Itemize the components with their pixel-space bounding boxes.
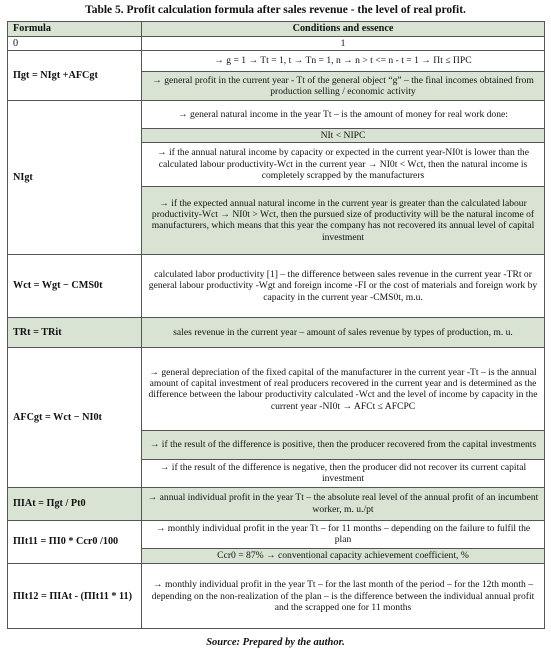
formula-cell: AFCgt = Wct − NI0t [8,348,142,487]
condition-cell: → monthly individual profit in the year Tt – for 11 months – depending on the failure to fulfil the plan [142,520,545,548]
table-row [8,564,545,629]
condition-cell: → if the annual natural income by capacity or expected in the current year-NI0t is lower than the calculated labour productivity-Wct in the current year → NI0t < Wct, then the natural income is completely scrapped by the manufacturers [142,142,545,187]
table-row [8,254,545,317]
index-formula: 0 [8,36,142,51]
source-note: Source: Prepared by the author. [206,637,345,648]
header-conditions: Conditions and essence [142,22,545,37]
header-formula: Formula [8,22,142,37]
condition-cell: Ccr0 = 87% → conventional capacity achievement coefficient, % [142,548,545,564]
table-row [8,51,545,72]
formula-cell: TRt = TRit [8,318,142,348]
table-row [8,100,545,128]
condition-cell: → if the expected annual natural income in the current year is greater than the calculated labour productivity-Wct → NI0t > Wct, then the pursued size of productivity will be the natural income of manufacturers, which means that this year the company has not recovered its annual level of capital investment [142,187,545,255]
index-conditions: 1 [142,36,545,51]
condition-cell: calculated labor productivity [1] – the difference between sales revenue in the current year -TRt or general labour productivity -Wgt and foreign income -FI or the cost of materials and foreign work by capacity in the current year -CMS0t, m.u. [142,254,545,317]
formula-cell: ПIt12 = ПIAt - (ПIt11 * 11) [8,564,142,629]
formula-cell: ПIt11 = ПI0 * Ccr0 /100 [8,520,142,564]
condition-cell: → if the result of the difference is negative, then the producer did not recover its current capital investment [142,459,545,487]
formula-cell: NIgt [8,100,142,254]
header-row [8,22,545,37]
profit-formula-table [7,21,545,629]
condition-cell: → general natural income in the year Tt – is the amount of money for real work done: [142,100,545,128]
table-row [8,487,545,520]
condition-cell: → general profit in the current year - Tt of the general object “g” – the final incomes obtained from production selling / economic activity [142,71,545,100]
condition-cell: → general depreciation of the fixed capital of the manufacturer in the current year -Tt – is the annual amount of capital investment of real producers recovered in the current year and is determined as the difference between the labour productivity calculated -Wct and the level of income by capacity in the current year -NI0t → AFCt ≤ AFCPC [142,348,545,431]
formula-cell: Пgt = NIgt +AFCgt [8,51,142,101]
table-row [8,520,545,548]
condition-cell: NIt < NIPC [142,129,545,143]
condition-cell: → monthly individual profit in the year Tt – for the last month of the period – for the 12th month – depending on the non-realization of the plan – is the difference between the individual annual profit and the scrapped one for 11 months [142,564,545,629]
formula-cell: Wct = Wgt − CMS0t [8,254,142,317]
condition-cell: → g = 1 → Tt = 1, t → Tn = 1, n → n > t <= n - t = 1 → Пt ≤ ПРС [142,51,545,72]
condition-cell: → annual individual profit in the year Tt – the absolute real level of the annual profit of an incumbent worker, m. u./pt [142,487,545,520]
table-row [8,348,545,431]
condition-cell: → if the result of the difference is positive, then the producer recovered from the capital investments [142,431,545,459]
formula-cell: ПIAt = Пgt / Pt0 [8,487,142,520]
table-title: Table 5. Profit calculation formula after sales revenue - the level of real profit. [85,4,466,16]
table-row [8,318,545,348]
index-row [8,36,545,51]
condition-cell: sales revenue in the current year – amount of sales revenue by types of production, m. u. [142,318,545,348]
